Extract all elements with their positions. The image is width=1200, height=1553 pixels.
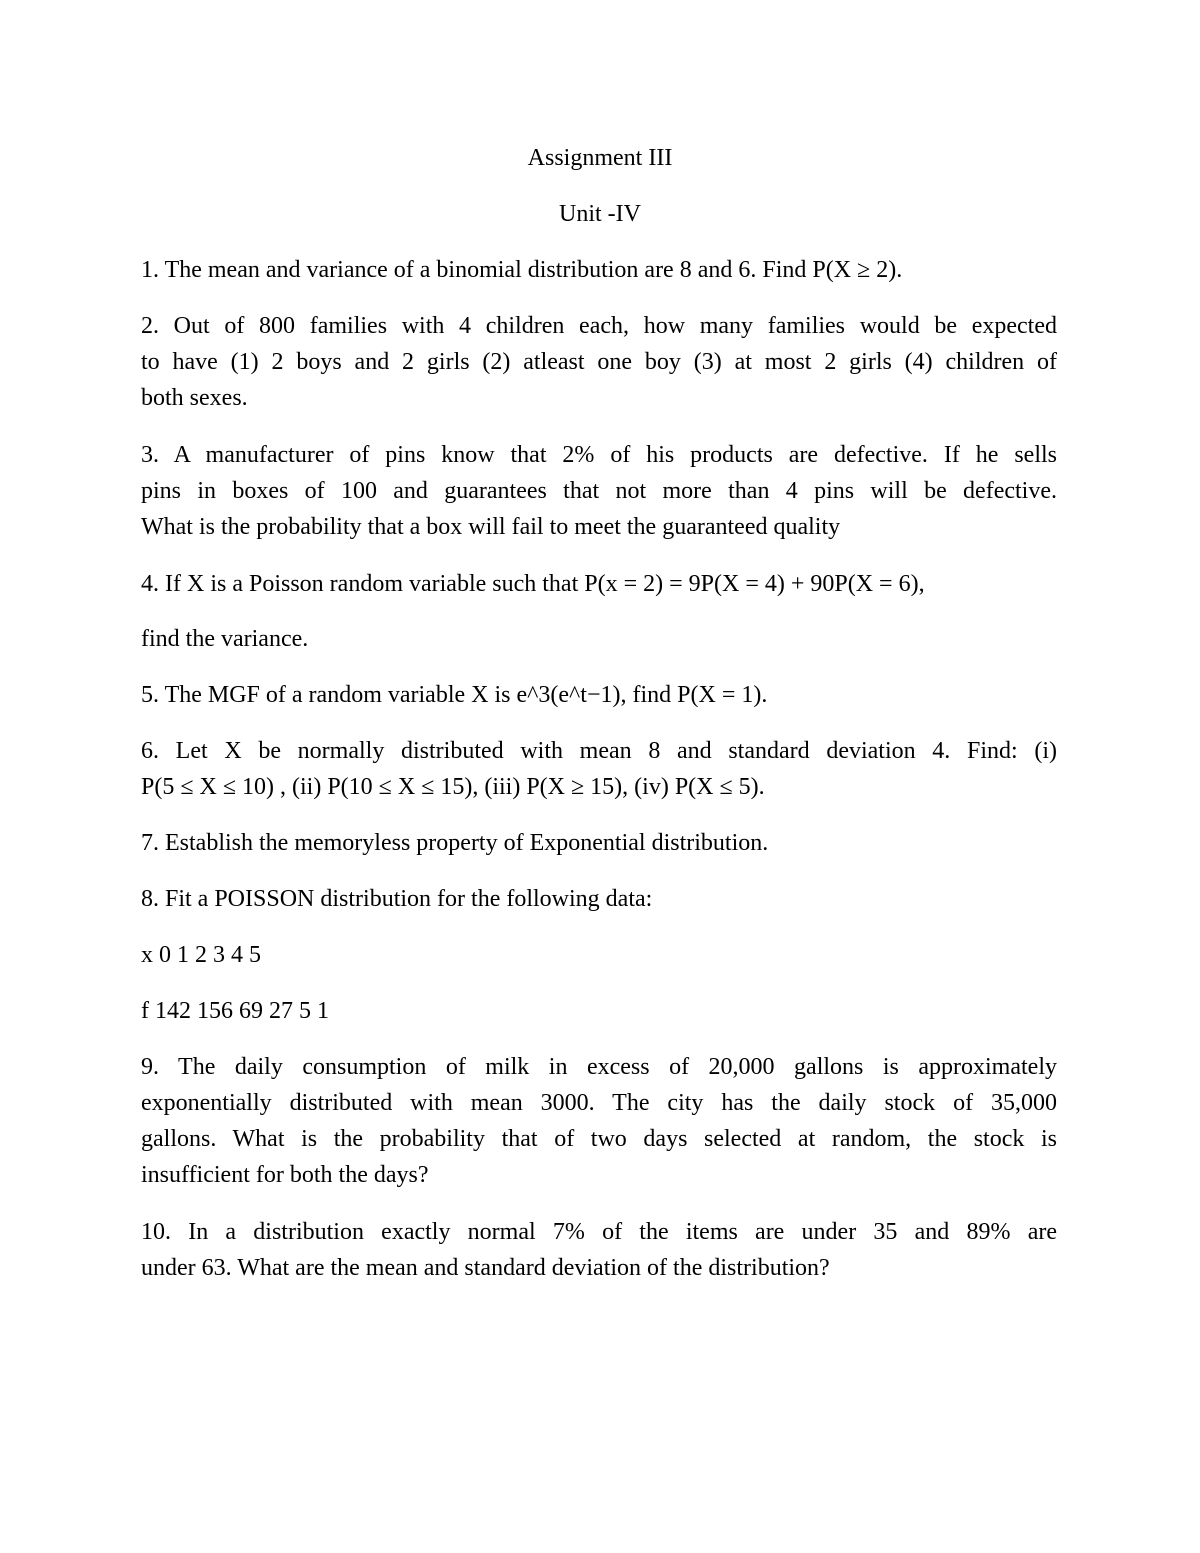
question-10 — [141, 1214, 1057, 1286]
question-8-x-row — [141, 937, 1057, 973]
question-6-line-2: P(5 ≤ X ≤ 10) , (ii) P(10 ≤ X ≤ 15), (iii) P(X ≥ 15), (iv) P(X ≤ 5). — [141, 774, 765, 800]
question-9-line-4: insufficient for both the days? — [141, 1162, 429, 1188]
question-2-line-3: both sexes. — [141, 385, 248, 411]
question-3 — [141, 437, 1057, 545]
question-10-line-1: 10. In a distribution exactly normal 7% of the items are under 35 and 89% are — [141, 1219, 1057, 1245]
question-4-line-2: find the variance. — [141, 626, 309, 652]
question-9-line-3: gallons. What is the probability that of two days selected at random, the stock is — [141, 1126, 1057, 1152]
question-4-line-1: 4. If X is a Poisson random variable such that P(x = 2) = 9P(X = 4) + 90P(X = 6), — [141, 571, 925, 597]
question-7-line-1: 7. Establish the memoryless property of Exponential distribution. — [141, 830, 769, 856]
question-10-line-2: under 63. What are the mean and standard deviation of the distribution? — [141, 1255, 830, 1281]
document-title: Assignment III — [527, 145, 673, 171]
question-6-line-1: 6. Let X be normally distributed with mean 8 and standard deviation 4. Find: (i) — [141, 738, 1057, 764]
question-9-line-2: exponentially distributed with mean 3000. The city has the daily stock of 35,000 — [141, 1090, 1057, 1116]
question-9-line-1: 9. The daily consumption of milk in excess of 20,000 gallons is approximately — [141, 1054, 1057, 1080]
question-5 — [141, 677, 1057, 713]
question-1 — [141, 252, 1057, 288]
question-8-f-values: f 142 156 69 27 5 1 — [141, 998, 329, 1024]
question-2-line-2: to have (1) 2 boys and 2 girls (2) atleast one boy (3) at most 2 girls (4) children of — [141, 349, 1057, 375]
question-7 — [141, 825, 1057, 861]
question-6 — [141, 733, 1057, 805]
question-4-continuation — [141, 621, 1057, 657]
question-3-line-2: pins in boxes of 100 and guarantees that not more than 4 pins will be defective. — [141, 478, 1057, 504]
question-3-line-3: What is the probability that a box will fail to meet the guaranteed quality — [141, 514, 841, 540]
question-8-line-1: 8. Fit a POISSON distribution for the following data: — [141, 886, 653, 912]
question-1-line-1: 1. The mean and variance of a binomial distribution are 8 and 6. Find P(X ≥ 2). — [141, 257, 903, 283]
question-2 — [141, 308, 1057, 416]
question-4 — [141, 566, 1057, 602]
question-8 — [141, 881, 1057, 917]
question-8-f-row — [141, 993, 1057, 1029]
question-3-line-1: 3. A manufacturer of pins know that 2% of his products are defective. If he sells — [141, 442, 1057, 468]
unit-heading: Unit -IV — [559, 201, 641, 227]
question-2-line-1: 2. Out of 800 families with 4 children each, how many families would be expected — [141, 313, 1057, 339]
question-8-x-values: x 0 1 2 3 4 5 — [141, 942, 261, 968]
question-5-line-1: 5. The MGF of a random variable X is e^3(e^t−1), find P(X = 1). — [141, 682, 768, 708]
question-9 — [141, 1049, 1057, 1193]
